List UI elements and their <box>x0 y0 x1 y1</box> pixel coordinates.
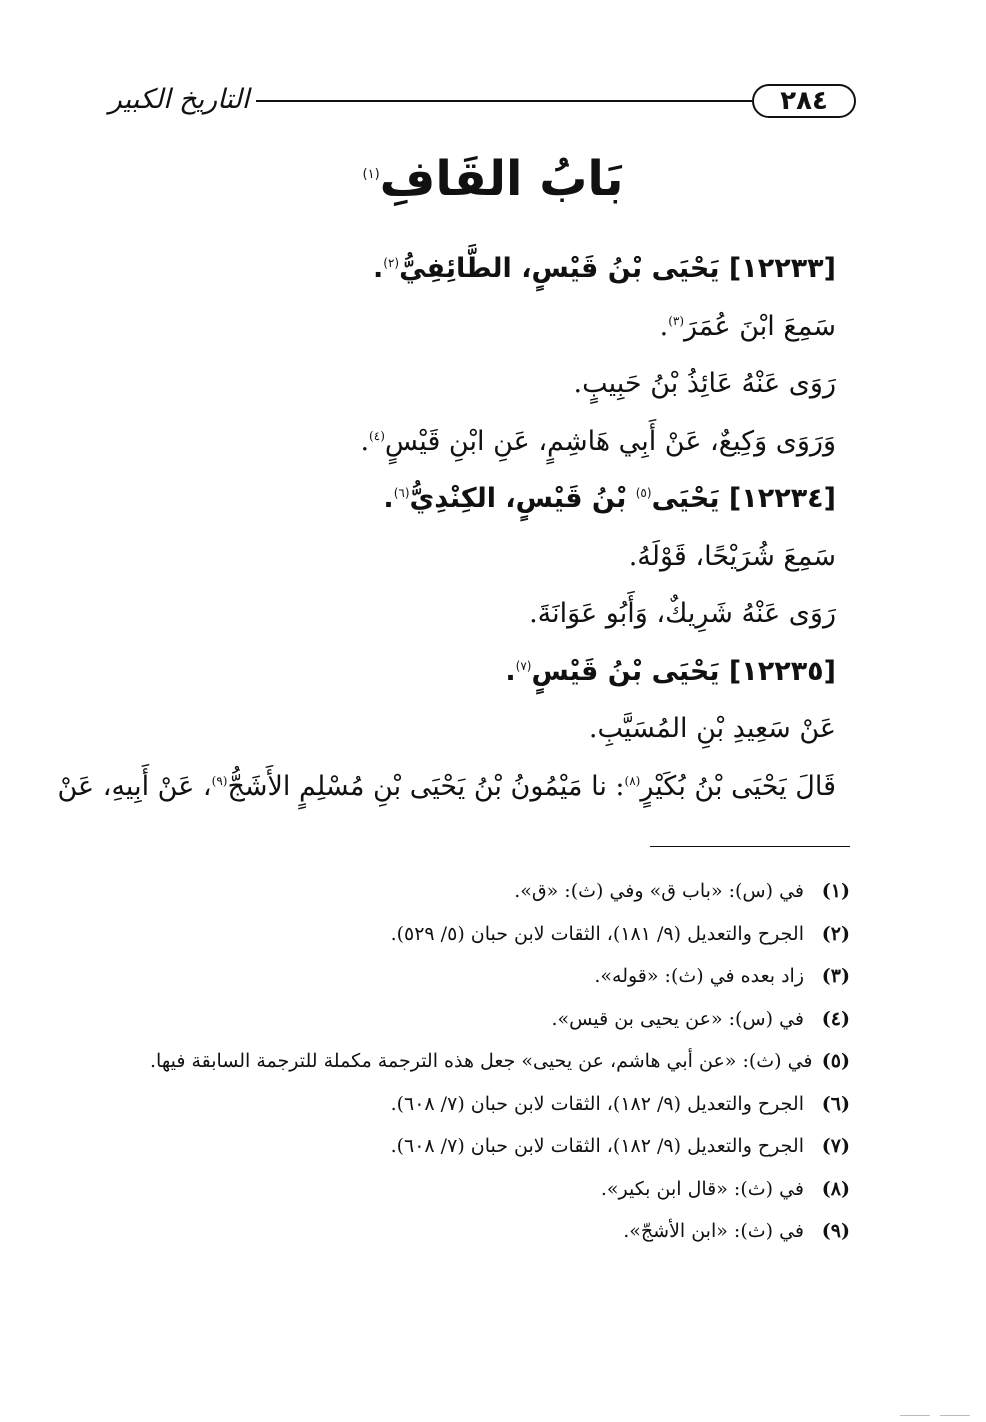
footnote-text: في (س): «باب ق» وفي (ث): «ق». <box>514 880 804 902</box>
footnote-item <box>150 870 850 913</box>
line-text: . <box>383 483 394 514</box>
chapter-title: بَابُ القَافِ <box>379 151 624 207</box>
footnote-number: (٩) <box>821 1220 850 1242</box>
text-line <box>146 298 836 356</box>
footnote-item <box>150 1040 850 1083</box>
header-rule <box>256 100 752 102</box>
footnotes-list <box>150 870 850 1253</box>
line-text: عَنْ سَعِيدِ بْنِ المُسَيَّبِ. <box>588 713 836 744</box>
book-title: التاريخ الكبير <box>108 84 250 115</box>
footnote-number: (٧) <box>821 1135 850 1157</box>
footnote-number: (٣) <box>821 965 850 987</box>
text-line <box>146 470 836 528</box>
line-text: وَرَوَى وَكِيعٌ، عَنْ أَبِي هَاشِمٍ، عَنِ ابْنِ قَيْسٍ <box>384 425 836 457</box>
footnote-item <box>150 913 850 956</box>
footnote-item <box>150 1168 850 1211</box>
footnote-number: (٢) <box>821 922 850 945</box>
footnote-number: (٨) <box>821 1177 850 1200</box>
line-text: رَوَى عَنْهُ شَرِيكٌ، وَأَبُو عَوَانَةَ. <box>529 598 836 629</box>
footnote-ref: (٩) <box>211 773 228 788</box>
page-number: ٢٨٤ <box>752 84 856 118</box>
line-text: رَوَى عَنْهُ عَائِذُ بْنُ حَبِيبٍ. <box>573 368 836 399</box>
chapter-footnote-ref: (١) <box>362 167 380 182</box>
text-line <box>146 240 836 298</box>
line-text: ، عَنْ أَبِيهِ، عَنْ <box>57 770 212 802</box>
footnote-ref: (٣) <box>668 313 685 328</box>
footnote-text: الجرح والتعديل (٩/ ١٨١)، الثقات لابن حبان (٥/ ٥٢٩). <box>390 922 804 945</box>
line-text: . <box>360 425 370 457</box>
footnote-text: زاد بعده في (ث): «قوله». <box>594 965 804 987</box>
footnote-ref: (٢) <box>383 256 400 270</box>
line-text: . <box>373 253 384 284</box>
footnote-item <box>150 955 850 998</box>
footnote-text: الجرح والتعديل (٩/ ١٨٢)، الثقات لابن حبان (٧/ ٦٠٨). <box>390 1135 804 1157</box>
footnote-number: (٤) <box>821 1007 850 1030</box>
text-line <box>146 585 836 643</box>
footnote-text: في (ث): «عن أبي هاشم، عن يحيى» جعل هذه الترجمة مكملة للترجمة السابقة فيها. <box>150 1050 813 1072</box>
footnote-text: الجرح والتعديل (٩/ ١٨٢)، الثقات لابن حبان (٧/ ٦٠٨). <box>390 1092 804 1115</box>
line-text: سَمِعَ ابْنَ عُمَرَ <box>684 310 836 342</box>
footnote-item <box>150 1210 850 1253</box>
footnote-ref: (٦) <box>393 486 410 500</box>
text-line <box>146 643 836 701</box>
footnote-number: (٦) <box>821 1092 850 1115</box>
footnote-separator <box>650 846 850 847</box>
footnote-number: (٥) <box>821 1050 850 1072</box>
text-line <box>146 528 836 586</box>
text-line <box>146 700 836 758</box>
footnote-text: في (ث): «قال ابن بكير». <box>600 1177 804 1200</box>
line-text: . <box>659 310 669 342</box>
text-line <box>146 413 836 471</box>
footnote-ref: (٨) <box>624 773 641 788</box>
line-text: [١٢٢٣٤] يَحْيَى <box>651 483 836 514</box>
footnote-ref: (٧) <box>515 658 532 673</box>
footnote-ref: (٤) <box>369 428 385 443</box>
line-text: سَمِعَ شُرَيْحًا، قَوْلَهُ. <box>628 540 836 572</box>
scan-mark <box>940 1415 970 1416</box>
line-text: [١٢٢٣٥] يَحْيَى بْنُ قَيْسٍ <box>531 655 836 687</box>
footnote-text: في (س): «عن يحيى بن قيس». <box>551 1007 804 1030</box>
footnote-number: (١) <box>821 880 850 902</box>
text-line <box>57 758 836 816</box>
line-text: : نا مَيْمُونُ بْنُ يَحْيَى بْنِ مُسْلِمٍ الأَشَجُّ <box>227 770 625 802</box>
page-header <box>108 78 856 126</box>
scan-mark <box>900 1415 930 1416</box>
line-text: . <box>505 655 516 687</box>
footnote-ref: (٥) <box>635 486 652 500</box>
line-text: قَالَ يَحْيَى بْنُ بُكَيْرٍ <box>640 770 836 802</box>
footnote-item <box>150 1125 850 1168</box>
text-line <box>146 355 836 413</box>
footnote-item <box>150 1083 850 1126</box>
chapter-heading <box>0 148 986 210</box>
line-text: بْنُ قَيْسٍ، الكِنْدِيُّ <box>409 483 636 514</box>
footnote-text: في (ث): «ابن الأشجّ». <box>623 1220 804 1242</box>
line-text: [١٢٢٣٣] يَحْيَى بْنُ قَيْسٍ، الطَّائِفِيُّ <box>399 253 836 284</box>
footnote-item <box>150 998 850 1041</box>
main-text <box>57 240 836 815</box>
